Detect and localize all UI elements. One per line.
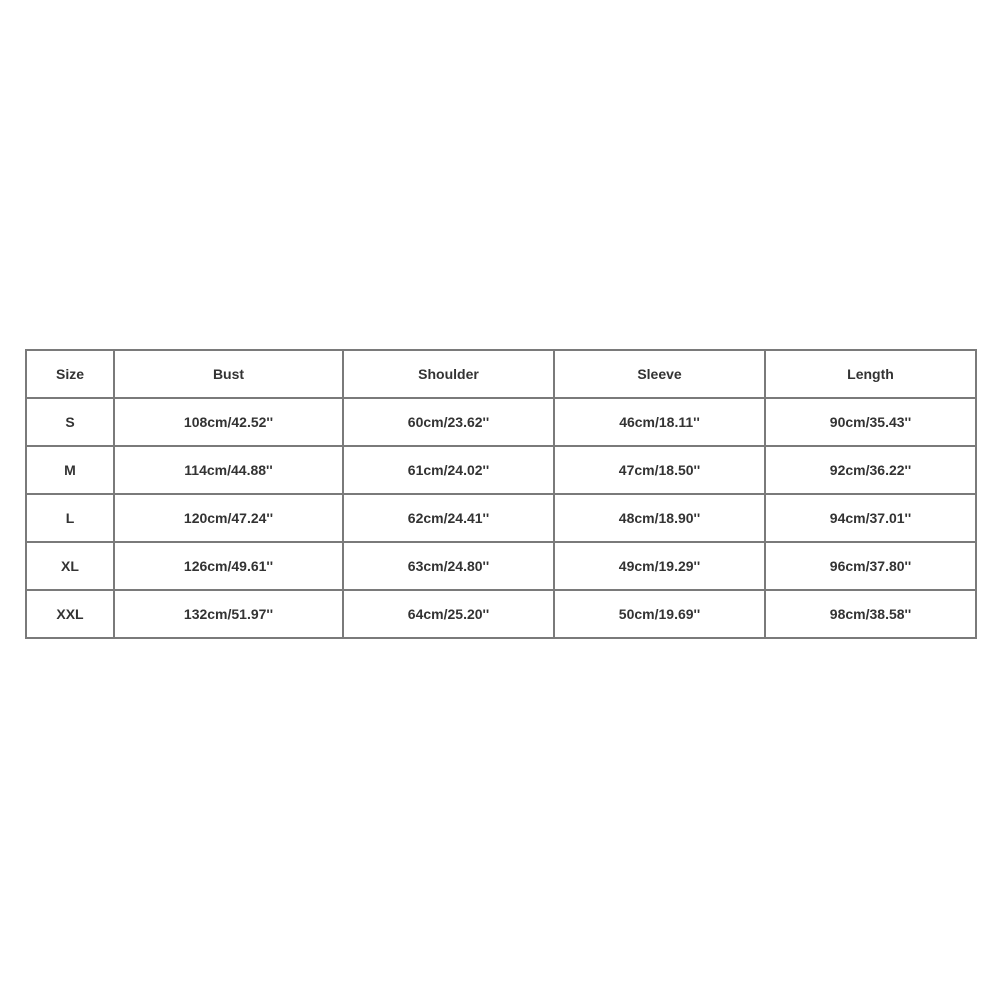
table-row <box>26 590 976 638</box>
header-shoulder: Shoulder <box>343 350 554 398</box>
cell-shoulder: 60cm/23.62'' <box>343 398 554 446</box>
cell-shoulder: 62cm/24.41'' <box>343 494 554 542</box>
size-chart-table <box>25 349 977 639</box>
cell-shoulder: 61cm/24.02'' <box>343 446 554 494</box>
cell-size: L <box>26 494 114 542</box>
table-row <box>26 542 976 590</box>
cell-sleeve: 48cm/18.90'' <box>554 494 765 542</box>
header-sleeve: Sleeve <box>554 350 765 398</box>
cell-size: XXL <box>26 590 114 638</box>
cell-sleeve: 49cm/19.29'' <box>554 542 765 590</box>
header-length: Length <box>765 350 976 398</box>
cell-length: 94cm/37.01'' <box>765 494 976 542</box>
cell-sleeve: 47cm/18.50'' <box>554 446 765 494</box>
table-row <box>26 494 976 542</box>
cell-length: 90cm/35.43'' <box>765 398 976 446</box>
cell-bust: 132cm/51.97'' <box>114 590 343 638</box>
cell-bust: 108cm/42.52'' <box>114 398 343 446</box>
cell-size: M <box>26 446 114 494</box>
cell-bust: 126cm/49.61'' <box>114 542 343 590</box>
cell-length: 96cm/37.80'' <box>765 542 976 590</box>
cell-sleeve: 50cm/19.69'' <box>554 590 765 638</box>
cell-shoulder: 63cm/24.80'' <box>343 542 554 590</box>
cell-sleeve: 46cm/18.11'' <box>554 398 765 446</box>
cell-size: XL <box>26 542 114 590</box>
cell-bust: 114cm/44.88'' <box>114 446 343 494</box>
cell-length: 98cm/38.58'' <box>765 590 976 638</box>
table-row <box>26 398 976 446</box>
table-header <box>26 350 976 398</box>
cell-size: S <box>26 398 114 446</box>
cell-bust: 120cm/47.24'' <box>114 494 343 542</box>
header-row <box>26 350 976 398</box>
cell-length: 92cm/36.22'' <box>765 446 976 494</box>
table-body <box>26 398 976 638</box>
header-bust: Bust <box>114 350 343 398</box>
table-row <box>26 446 976 494</box>
cell-shoulder: 64cm/25.20'' <box>343 590 554 638</box>
header-size: Size <box>26 350 114 398</box>
